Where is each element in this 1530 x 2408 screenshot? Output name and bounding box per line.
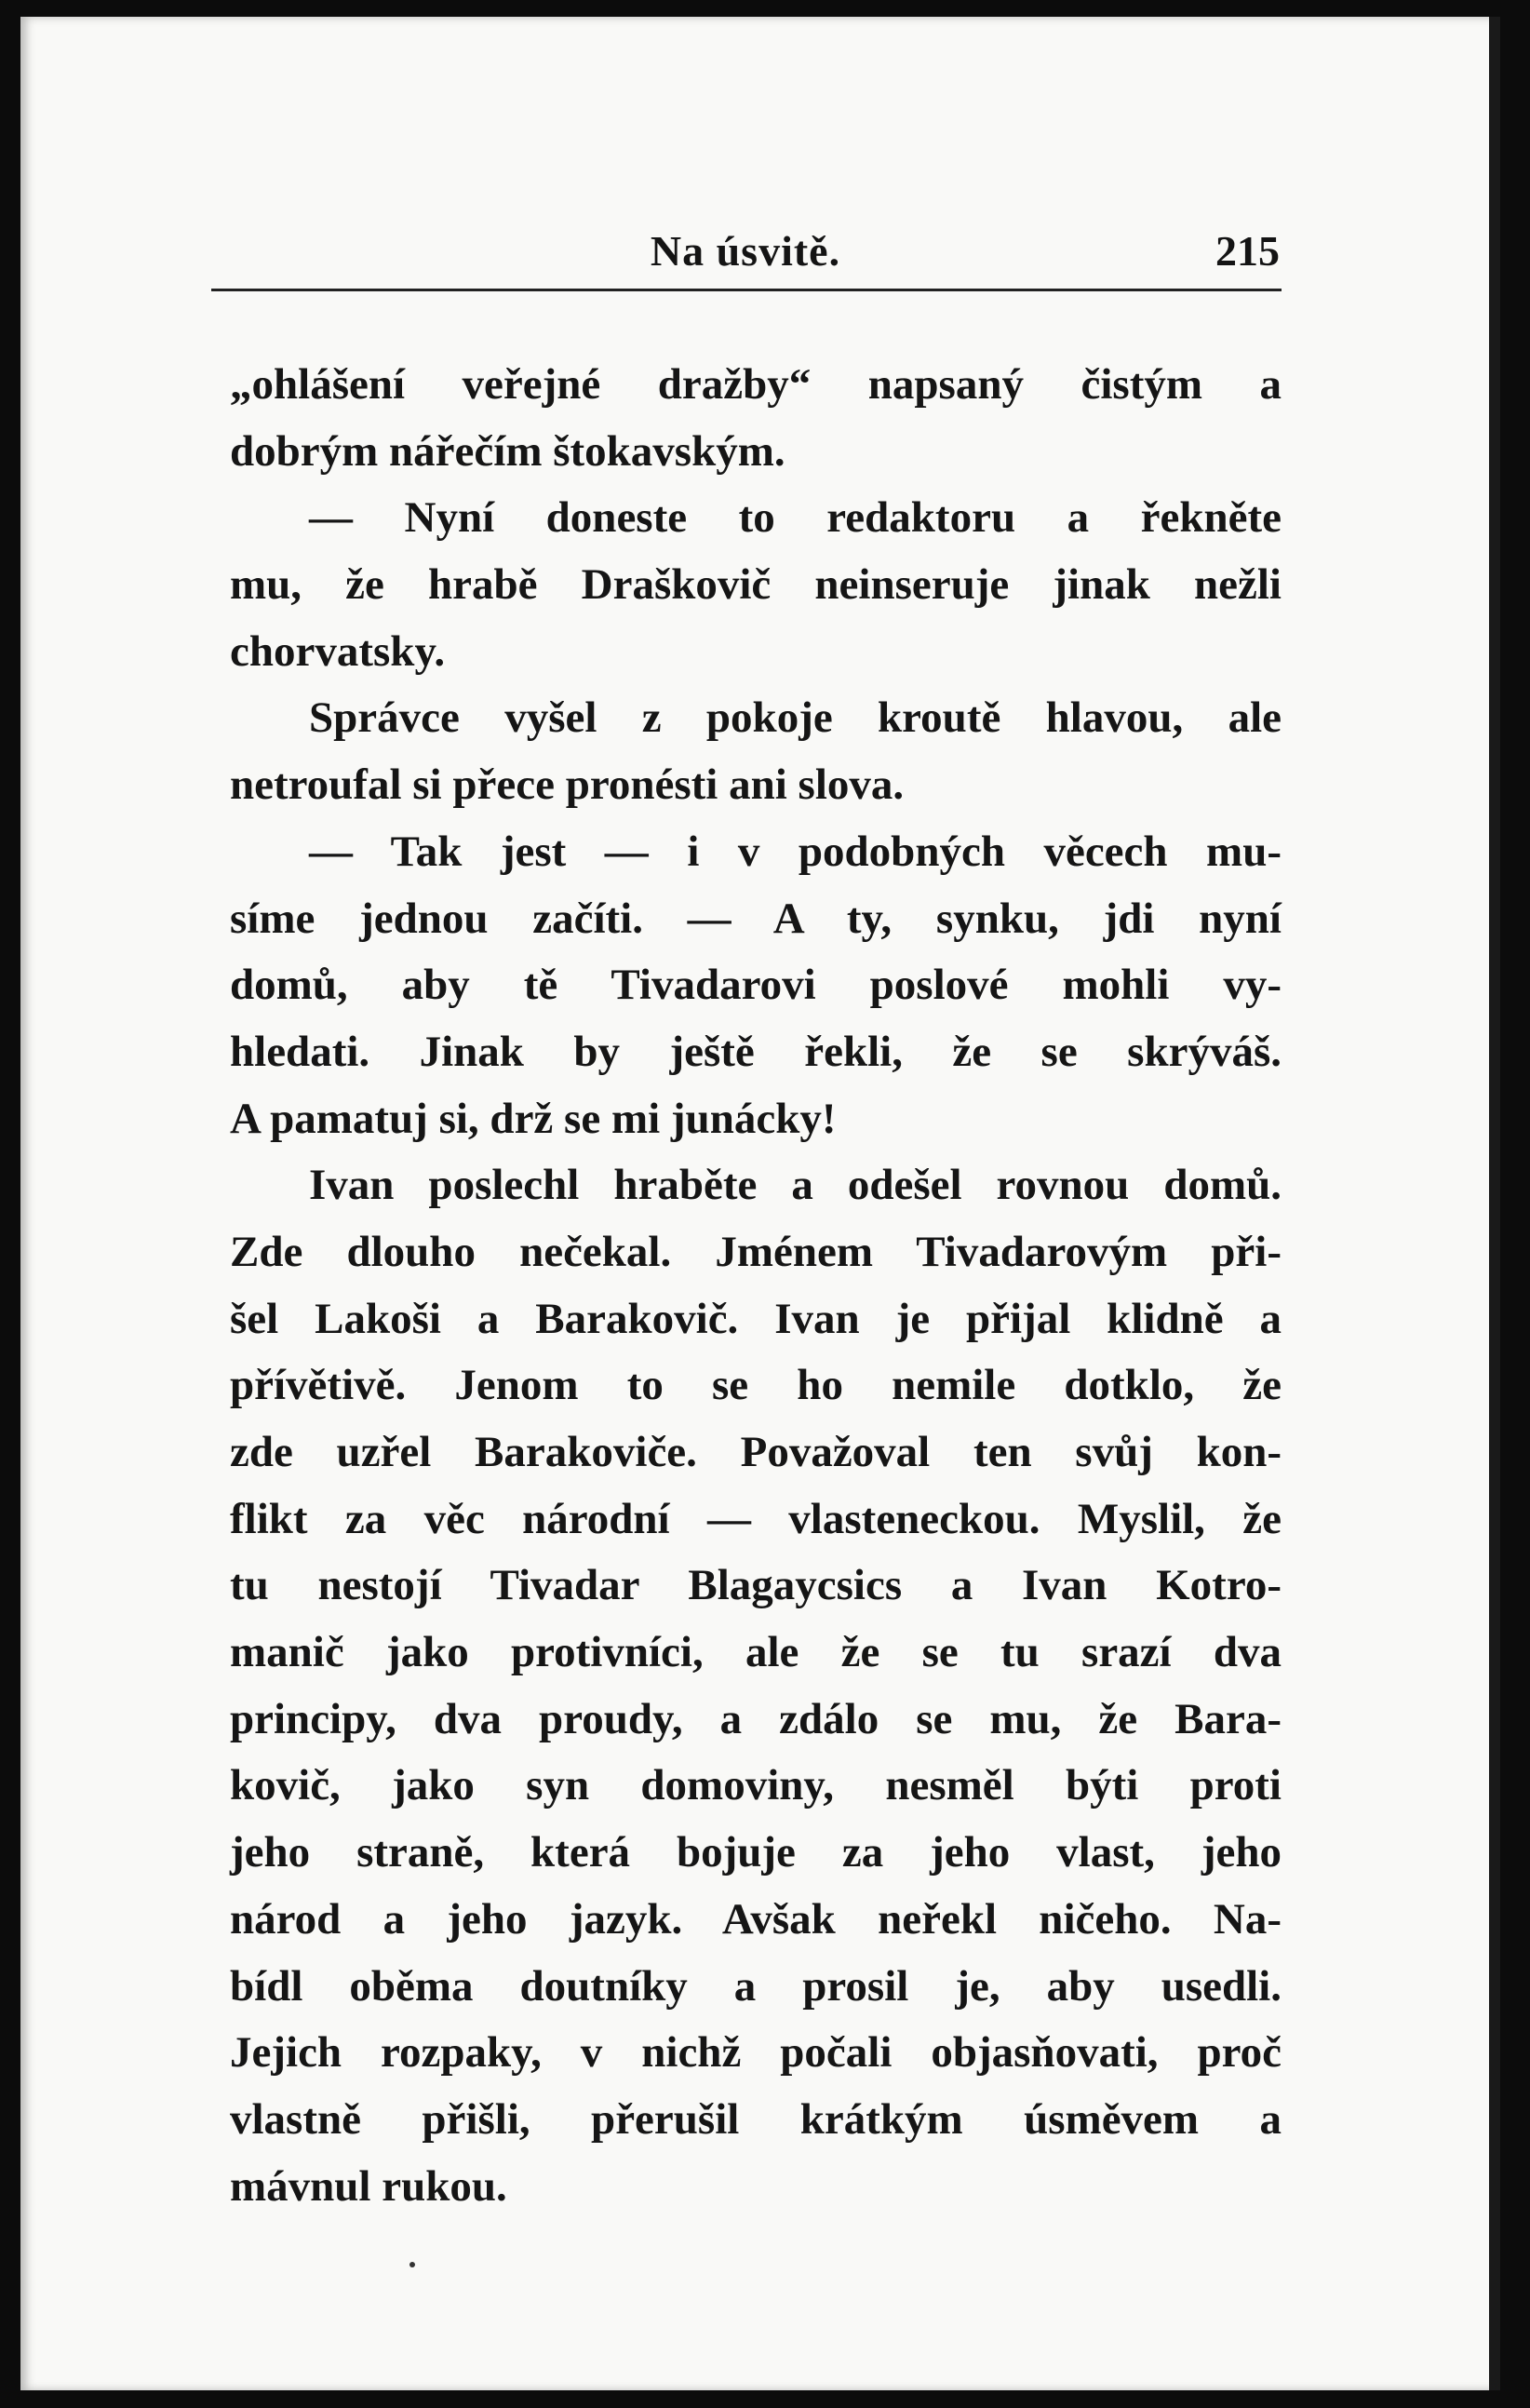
ink-speck bbox=[409, 2262, 415, 2267]
text-line: národ a jeho jazyk. Avšak neřekl ničeho. Na- bbox=[230, 1894, 1282, 1944]
text-line: „ohlášení veřejné dražby“ napsaný čistým a bbox=[230, 360, 1282, 409]
text-line: bídl oběma doutníky a prosil je, aby usedli. bbox=[230, 1961, 1282, 2011]
body-text bbox=[230, 352, 1282, 2220]
page-header bbox=[211, 226, 1280, 282]
text-line: dobrým nářečím štokavským. bbox=[230, 426, 785, 476]
text-line: vlastně přišli, přerušil krátkým úsměvem a bbox=[230, 2094, 1282, 2144]
text-line: tu nestojí Tivadar Blagaycsics a Ivan Kotro- bbox=[230, 1561, 1282, 1610]
book-page bbox=[20, 17, 1500, 2390]
text-line: netroufal si přece pronésti ani slova. bbox=[230, 760, 905, 810]
text-line: chorvatsky. bbox=[230, 626, 446, 676]
page-number: 215 bbox=[1215, 227, 1280, 275]
text-line: mávnul rukou. bbox=[230, 2161, 507, 2211]
text-line: Jejich rozpaky, v nichž počali objasňovati, proč bbox=[230, 2028, 1282, 2078]
running-title: Na úsvitě. bbox=[650, 227, 841, 275]
text-line: principy, dva proudy, a zdálo se mu, že Bara- bbox=[230, 1694, 1282, 1743]
text-line: — Nyní doneste to redaktoru a řekněte bbox=[309, 493, 1282, 543]
text-line: hledati. Jinak by ještě řekli, že se skrýváš. bbox=[230, 1027, 1282, 1076]
text-line: šel Lakoši a Barakovič. Ivan je přijal klidně a bbox=[230, 1294, 1282, 1343]
text-line: síme jednou začíti. — A ty, synku, jdi nyní bbox=[230, 894, 1282, 943]
header-rule bbox=[211, 289, 1282, 291]
text-line: přívětivě. Jenom to se ho nemile dotklo, že bbox=[230, 1361, 1282, 1410]
text-line: domů, aby tě Tivadarovi poslové mohli vy- bbox=[230, 961, 1282, 1010]
text-line: Zde dlouho nečekal. Jménem Tivadarovým při- bbox=[230, 1227, 1282, 1276]
text-line: mu, že hrabě Draškovič neinseruje jinak nežli bbox=[230, 560, 1282, 610]
text-line: flikt za věc národní — vlasteneckou. Myslil, že bbox=[230, 1494, 1282, 1543]
text-line: zde uzřel Barakoviče. Považoval ten svůj kon- bbox=[230, 1428, 1282, 1476]
text-line: jeho straně, která bojuje za jeho vlast, jeho bbox=[230, 1828, 1282, 1877]
text-line: A pamatuj si, drž se mi junácky! bbox=[230, 1094, 837, 1143]
text-line: Ivan poslechl hraběte a odešel rovnou domů. bbox=[309, 1161, 1282, 1210]
text-line: — Tak jest — i v podobných věcech mu- bbox=[309, 827, 1282, 876]
text-line: manič jako protivníci, ale že se tu srazí dva bbox=[230, 1628, 1282, 1677]
text-line: kovič, jako syn domoviny, nesměl býti proti bbox=[230, 1761, 1282, 1810]
text-line: Správce vyšel z pokoje kroutě hlavou, ale bbox=[309, 693, 1282, 743]
